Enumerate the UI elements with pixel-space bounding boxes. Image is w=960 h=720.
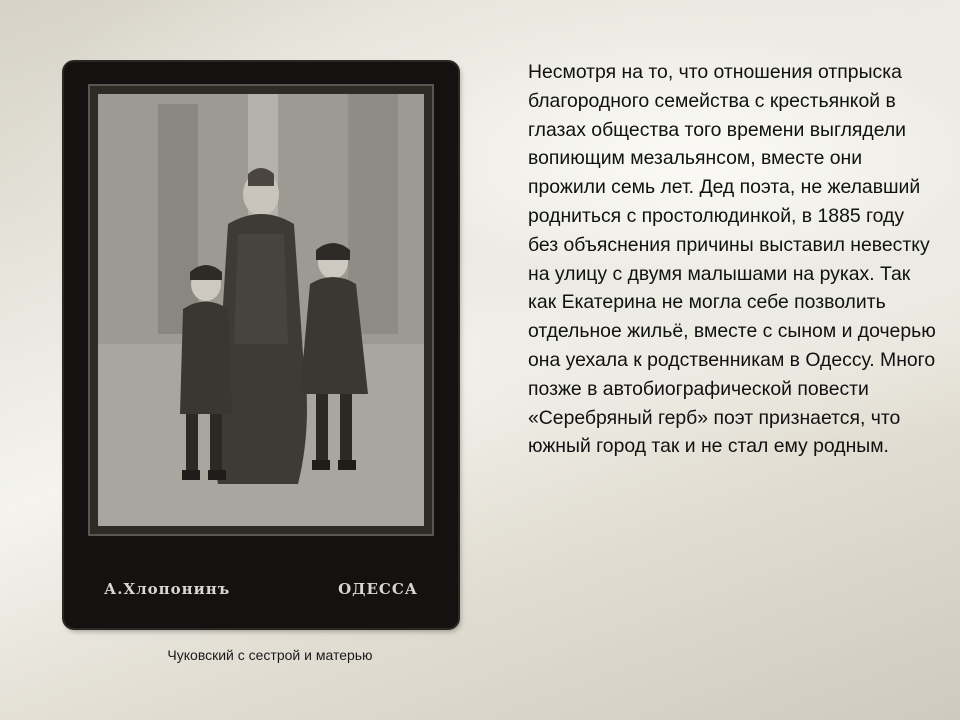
studio-name: А.Хлопонинъ bbox=[104, 580, 231, 598]
photo-studio-imprint bbox=[96, 576, 426, 602]
body-paragraph: Несмотря на то, что отношения отпрыска благородного семейства с крестьянкой в глазах общества того времени выглядели вопиющим мезальянсом, вместе они прожили семь лет. Дед поэта, не желавший родниться с простолюдинкой, в 1885 году без объяснения причины выставил невестку на улицу с двумя малышами на руках. Так как Екатерина не могла себе позволить отдельное жильё, вместе с сыном и дочерью она уехала к родственникам в Одессу. Много позже в автобиографической повести «Серебряный герб» поэт признается, что южный город так и не стал ему родным. bbox=[528, 61, 936, 458]
photo-caption: Чуковский с сестрой и матерью bbox=[167, 647, 373, 663]
historical-photo-card bbox=[64, 62, 458, 628]
family-photo bbox=[98, 94, 424, 526]
family-photo-illustration bbox=[98, 94, 424, 526]
studio-city: ОДЕССА bbox=[338, 580, 418, 598]
